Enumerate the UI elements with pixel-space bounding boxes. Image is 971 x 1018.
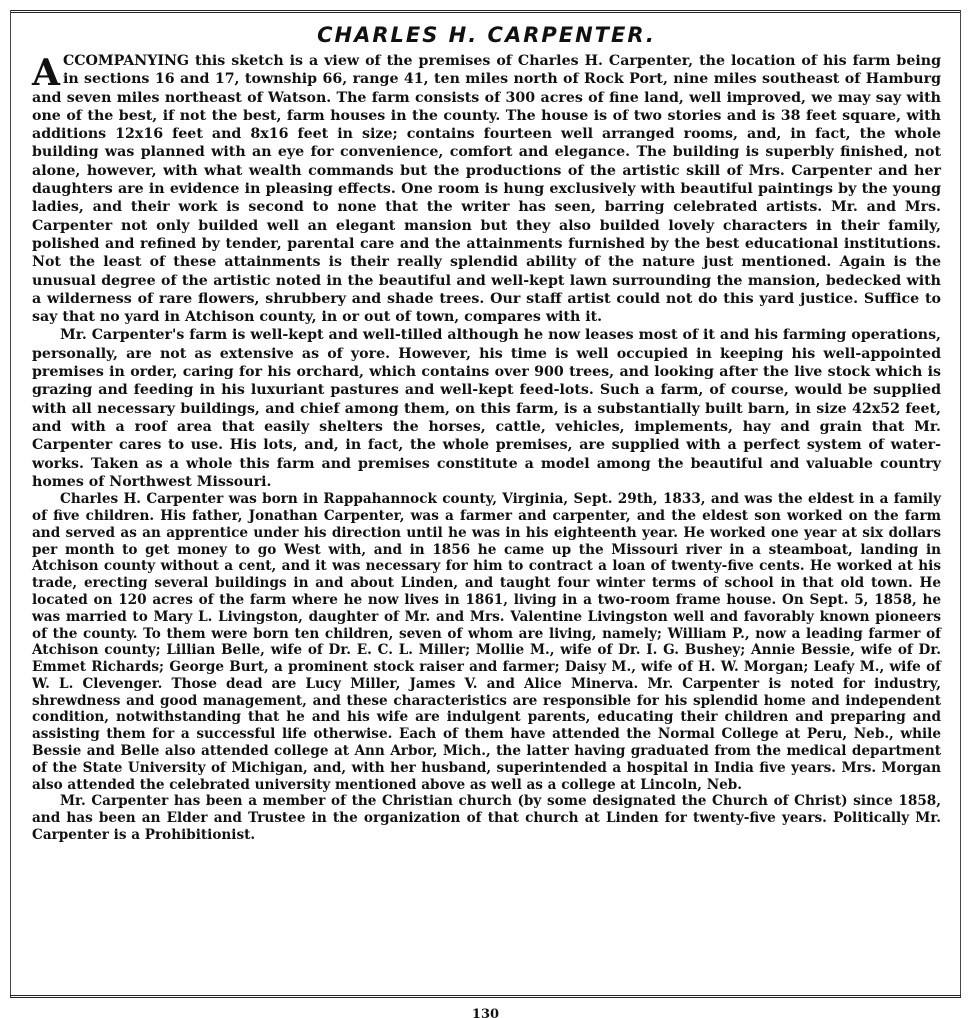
top-border-rule [10,10,961,13]
article-title: CHARLES H. CARPENTER. [317,23,656,47]
bottom-border-rule [10,995,961,998]
paragraph-intro [32,52,941,326]
article-body [32,18,941,844]
left-border-rule [10,10,11,998]
paragraph-church: Mr. Carpenter has been a member of the Christian church (by some designated the Church of Christ) since 1858, and has been an Elder and Trustee in the organization of that church at Linden for twenty-five years. Politically Mr. Carpenter is a Prohibitionist. [32,793,941,844]
paragraph-biography: Charles H. Carpenter was born in Rappahannock county, Virginia, Sept. 29th, 1833, and was the eldest in a family of five children. His father, Jonathan Carpenter, was a farmer and carpenter, and the eldest son worked on the farm and served as an apprentice under his direction until he was in his eighteenth year. He worked one year at six dollars per month to get money to go West with, and in 1856 he came up the Missouri river in a steamboat, landing in Atchison county without a cent, and it was necessary for him to contract a loan of twenty-five cents. He worked at his trade, erecting several buildings in and about Linden, and taught four winter terms of school in that old town. He located on 120 acres of the farm where he now lives in 1861, living in a two-room frame house. On Sept. 5, 1858, he was married to Mary L. Livingston, daughter of Mr. and Mrs. Valentine Livingston well and favorably known pioneers of the county. To them were born ten children, seven of whom are living, namely; William P., now a leading farmer of Atchison county; Lillian Belle, wife of Dr. E. C. L. Miller; Mollie M., wife of Dr. I. G. Bushey; Annie Bessie, wife of Dr. Emmet Richards; George Burt, a prominent stock raiser and farmer; Daisy M., wife of H. W. Morgan; Leafy M., wife of W. L. Clevenger. Those dead are Lucy Miller, James V. and Alice Minerva. Mr. Carpenter is noted for industry, shrewdness and good management, and these characteristics are responsible for his splendid home and independent condition, notwithstanding that he and his wife are indulgent parents, educating their children and preparing and assisting them for a successful life otherwise. Each of them have attended the Normal College at Peru, Neb., while Bessie and Belle also attended college at Ann Arbor, Mich., the latter having graduated from the medical department of the State University of Michigan, and, with her husband, superintended a hospital in India five years. Mrs. Morgan also attended the celebrated university mentioned above as well as a college at Lincoln, Neb. [32,491,941,793]
paragraph-intro-text: CCOMPANYING this sketch is a view of the premises of Charles H. Carpenter, the location of his farm being in sections 16 and 17, township 66, range 41, ten miles north of Rock Port, nine miles southeast of Hamburg and seven miles northeast of Watson. The farm consists of 300 acres of fine land, well improved, we may say with one of the best, if not the best, farm houses in the county. The house is of two stories and is 38 feet square, with additions 12x16 feet and 8x16 feet in size; contains fourteen well arranged rooms, and, in fact, the whole building was planned with an eye for convenience, comfort and elegance. The building is superbly finished, not alone, however, with what wealth commands but the productions of the artistic skill of Mrs. Carpenter and her daughters are in evidence in pleasing effects. One room is hung exclusively with beautiful paintings by the young ladies, and their work is second to none that the writer has seen, barring celebrated artists. Mr. and Mrs. Carpenter not only builded well an elegant mansion but they also builded lovely characters in their family, polished and refined by tender, parental care and the attainments furnished by the best educational institutions. Not the least of these attainments is their really splendid ability of the nature just mentioned. Again is the unusual degree of the artistic noted in the beautiful and well-kept lawn surrounding the mansion, bedecked with a wilderness of rare flowers, shrubbery and shade trees. Our staff artist could not do this yard justice. Suffice to say that no yard in Atchison county, in or out of town, compares with it. [32,53,941,326]
paragraph-farm: Mr. Carpenter's farm is well-kept and well-tilled although he now leases most of it and his farming operations, personally, are not as extensive as of yore. However, his time is well occupied in keeping his well-appointed premises in order, caring for his orchard, which contains over 900 trees, and looking after the live stock which is grazing and feeding in his luxuriant pastures and well-kept feed-lots. Such a farm, of course, would be supplied with all necessary buildings, and chief among them, on this farm, is a substantially built barn, in size 42x52 feet, and with a roof area that easily shelters the horses, cattle, vehicles, implements, hay and grain that Mr. Carpenter cares to use. His lots, and, in fact, the whole premises, are supplied with a perfect system of water-works. Taken as a whole this farm and premises constitute a model among the beautiful and valuable country homes of Northwest Missouri. [32,327,941,490]
drop-cap: A [32,52,60,94]
page-number: 130 [471,1008,500,1018]
right-border-rule [960,10,961,998]
